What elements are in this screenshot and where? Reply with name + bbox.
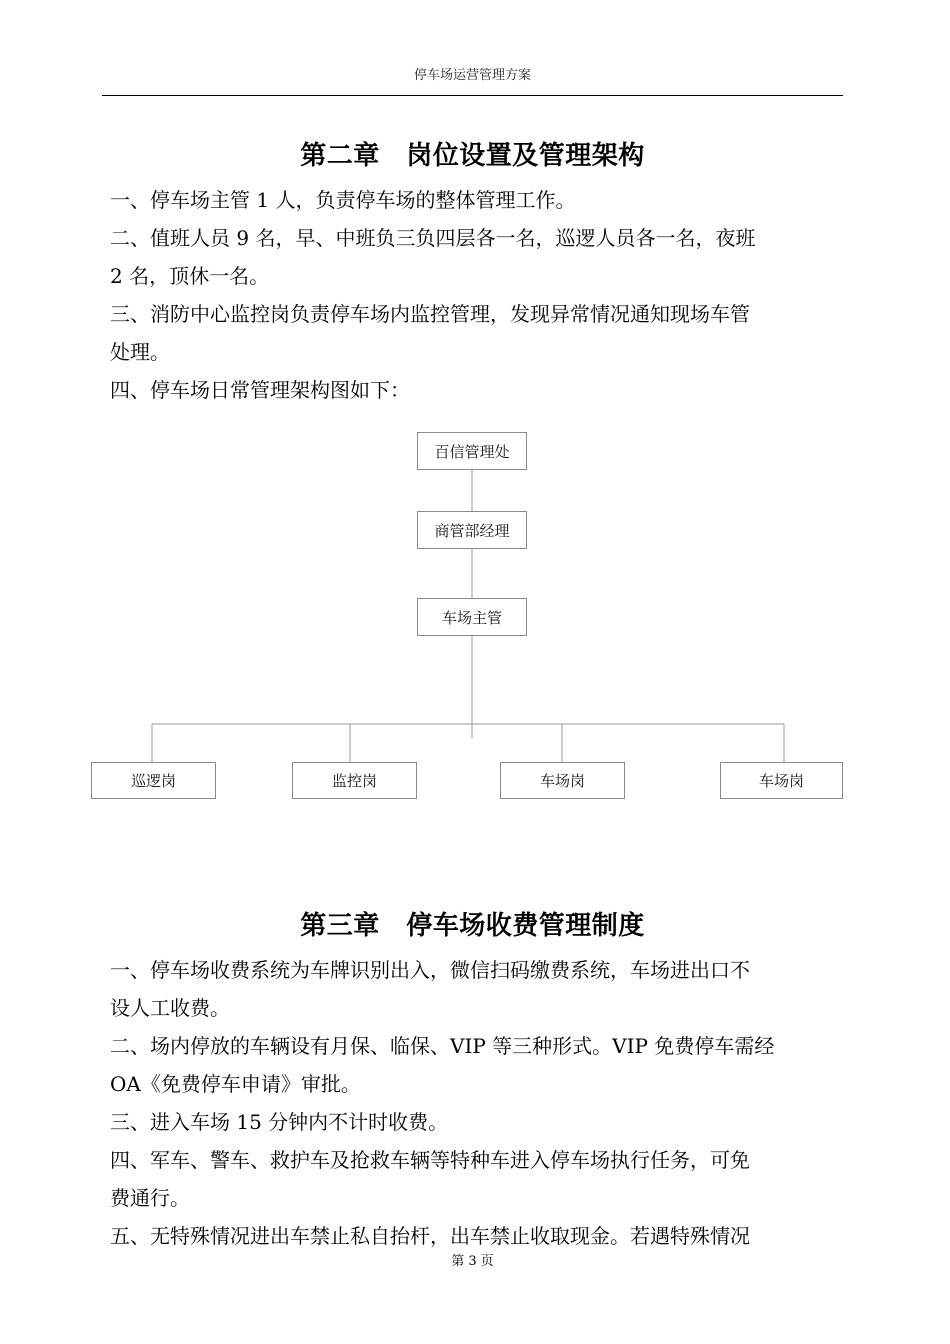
chapter-3-title: 第三章 停车场收费管理制度 (300, 911, 645, 941)
chapter-2-line-4: 三、消防中心监控岗负责停车场内监控管理，发现异常情况通知现场车管 (110, 302, 750, 326)
page-number: 第 3 页 (451, 1254, 494, 1269)
chapter-2-line-3: 2 名，顶休一名。 (110, 264, 270, 288)
org-node-parking-supervisor: 车场主管 (417, 598, 527, 636)
chapter-2-line-6: 四、停车场日常管理架构图如下： (110, 378, 410, 402)
chapter-3-line-5: 三、进入车场 15 分钟内不计时收费。 (110, 1110, 449, 1134)
chapter-3-line-7: 费通行。 (110, 1186, 190, 1210)
chapter-3-line-1: 一、停车场收费系统为车牌识别出入，微信扫码缴费系统，车场进出口不 (110, 958, 750, 982)
chapter-3-line-2: 设人工收费。 (110, 996, 230, 1020)
org-node-patrol-post: 巡逻岗 (91, 762, 216, 799)
org-node-commercial-manager: 商管部经理 (417, 511, 527, 549)
org-node-monitor-post: 监控岗 (292, 762, 417, 799)
chapter-2-title: 第二章 岗位设置及管理架构 (300, 141, 645, 171)
chapter-3-line-4: OA《免费停车申请》审批。 (110, 1072, 361, 1096)
chapter-2-line-1: 一、停车场主管 1 人，负责停车场的整体管理工作。 (110, 188, 576, 212)
org-node-parking-post-2: 车场岗 (720, 762, 843, 799)
chapter-2-line-2: 二、值班人员 9 名，早、中班负三负四层各一名，巡逻人员各一名，夜班 (110, 226, 756, 250)
chapter-3-line-3: 二、场内停放的车辆设有月保、临保、VIP 等三种形式。VIP 免费停车需经 (110, 1034, 775, 1058)
header-rule (102, 95, 843, 96)
chapter-3-line-6: 四、军车、警车、救护车及抢救车辆等特种车进入停车场执行任务，可免 (110, 1148, 750, 1172)
org-node-parking-post-1: 车场岗 (500, 762, 625, 799)
org-node-baixin-office: 百信管理处 (417, 432, 527, 470)
chapter-2-line-5: 处理。 (110, 340, 170, 364)
chapter-3-line-8: 五、无特殊情况进出车禁止私自抬杆，出车禁止收取现金。若遇特殊情况 (110, 1224, 750, 1248)
running-header: 停车场运营管理方案 (413, 68, 531, 83)
